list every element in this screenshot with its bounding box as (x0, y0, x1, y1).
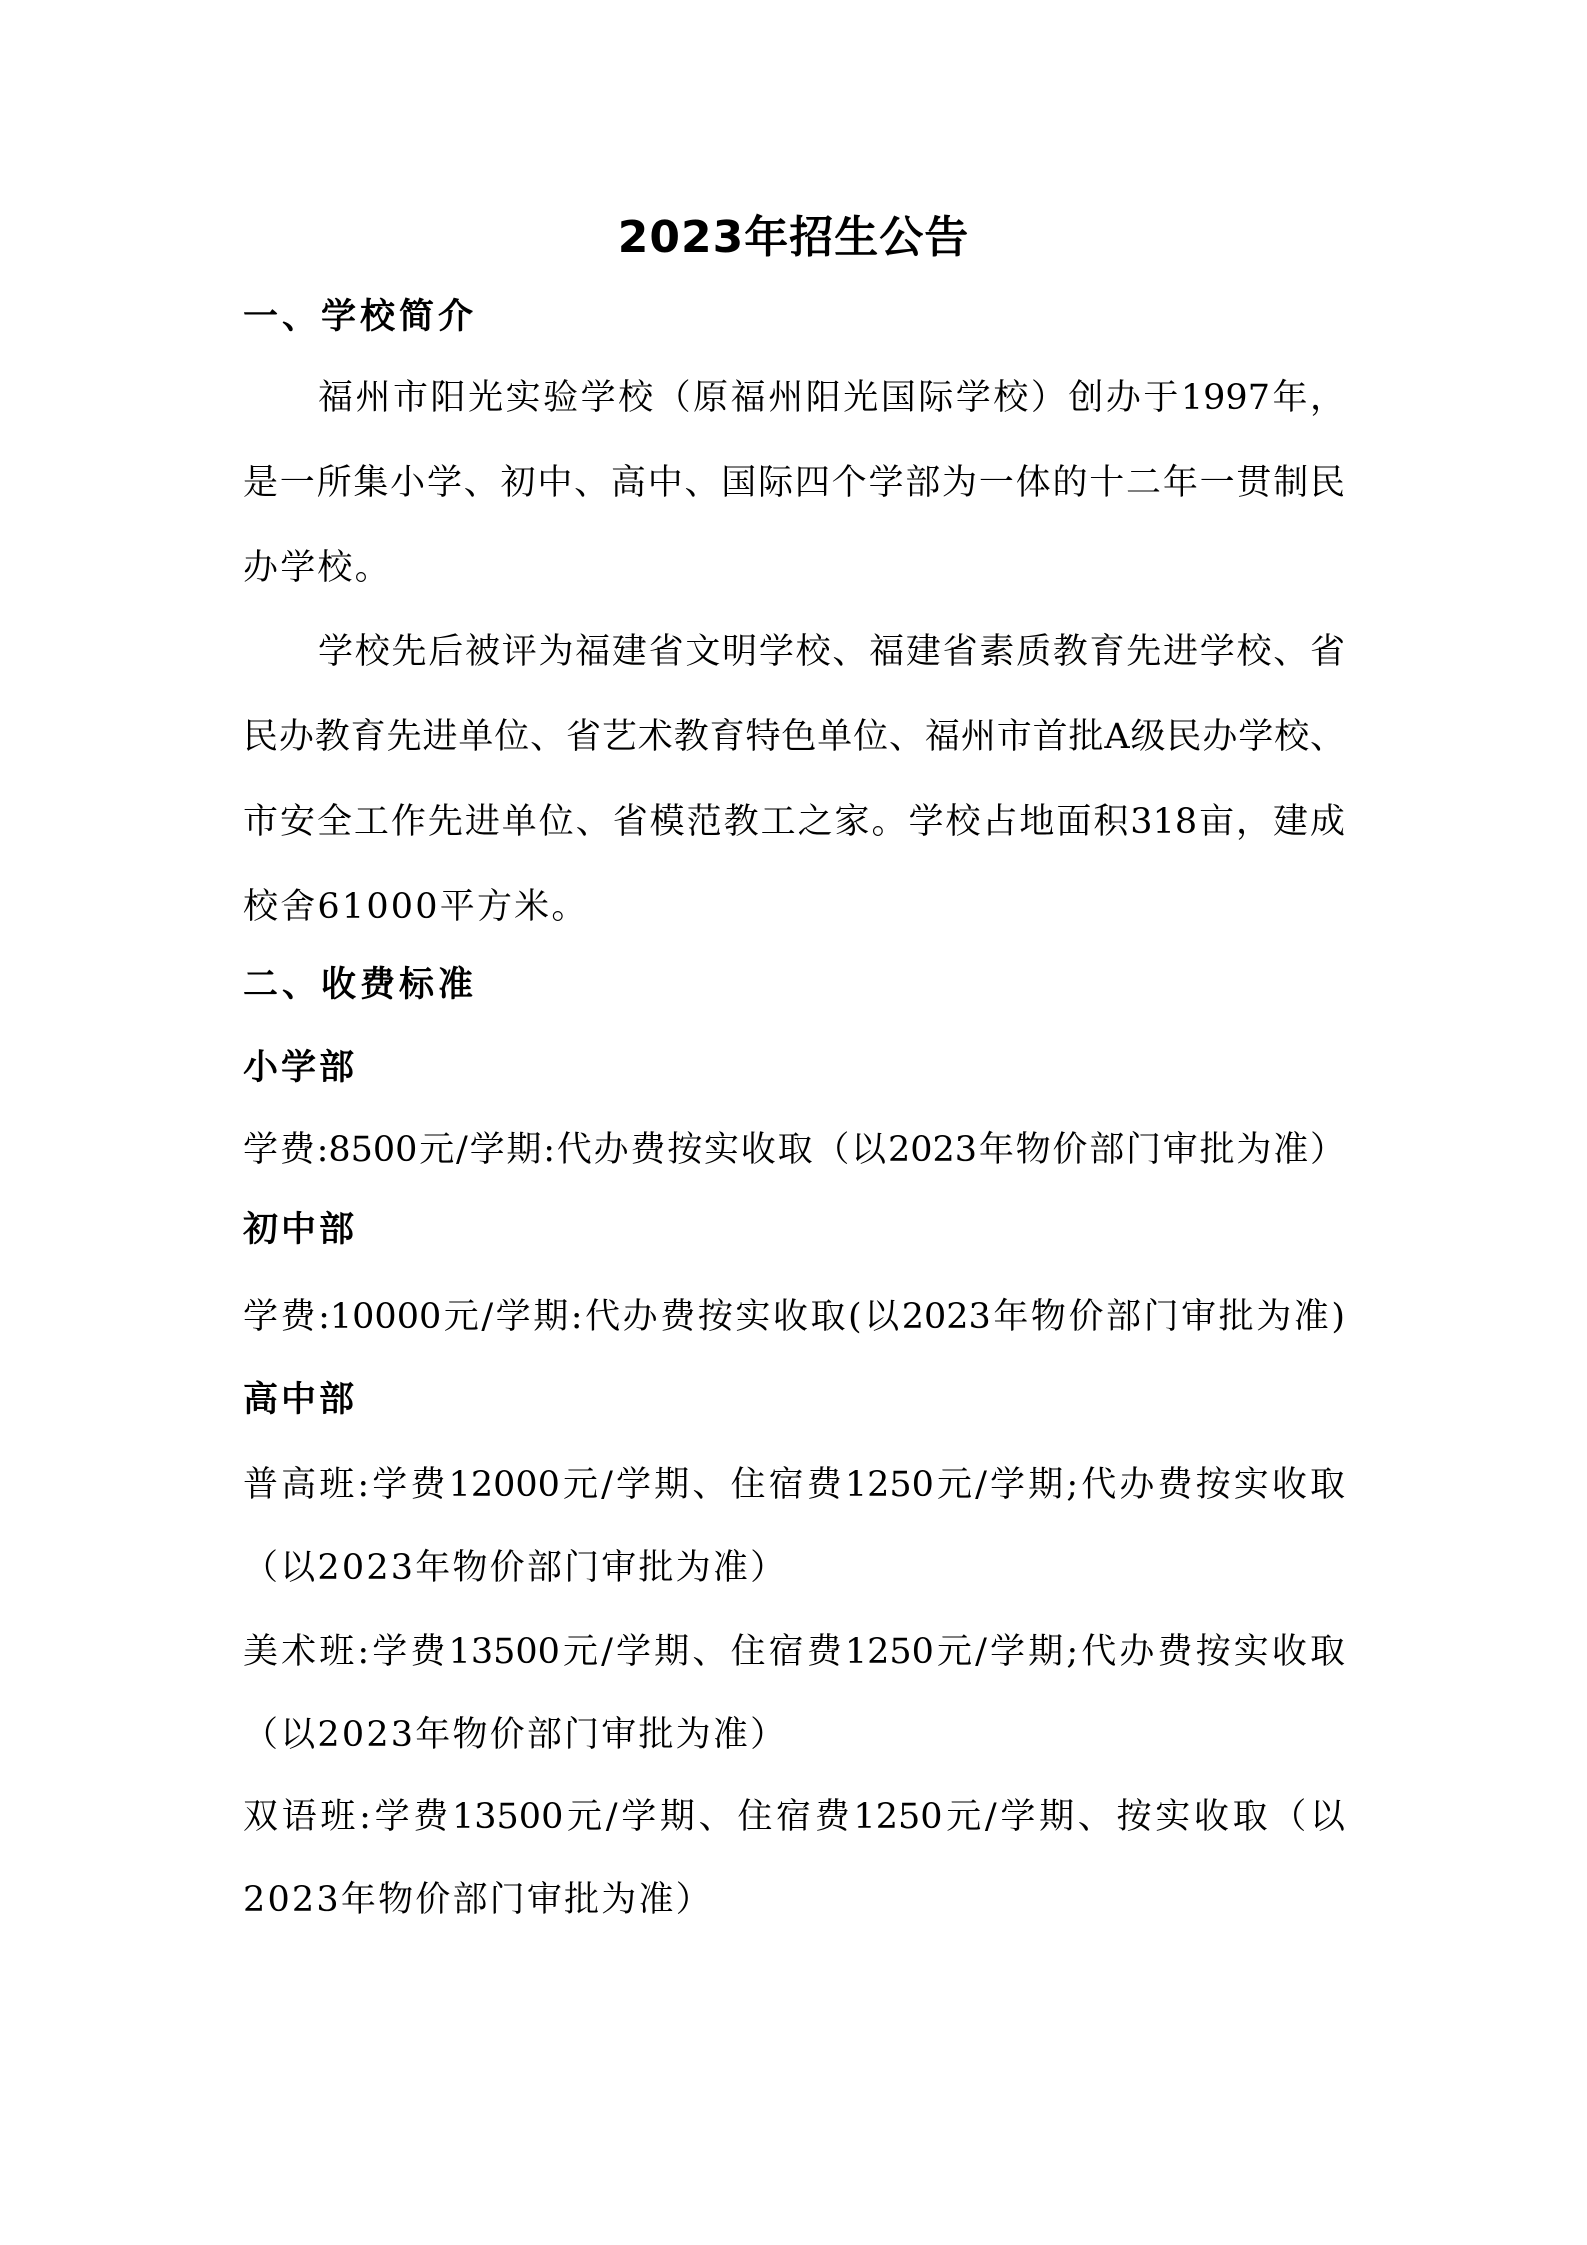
primary-school-fee: 学费:8500元/学期:代办费按实收取（以2023年物价部门审批为准） (243, 1130, 1345, 1170)
regular-class-fee-line-1: 普高班:学费12000元/学期、住宿费1250元/学期;代办费按实收取 (243, 1465, 1345, 1505)
intro-paragraph-1-line-2: 是一所集小学、初中、高中、国际四个学部为一体的十二年一贯制民 (243, 463, 1345, 503)
junior-school-label: 初中部 (243, 1210, 358, 1250)
section-heading-fees: 二、收费标准 (243, 965, 478, 1005)
art-class-fee-line-2: （以2023年物价部门审批为准） (243, 1715, 788, 1755)
intro-paragraph-2-line-3: 市安全工作先进单位、省模范教工之家。学校占地面积318亩，建成 (243, 802, 1345, 842)
regular-class-fee-line-2: （以2023年物价部门审批为准） (243, 1548, 788, 1588)
intro-paragraph-2-line-1: 学校先后被评为福建省文明学校、福建省素质教育先进学校、省 (318, 632, 1345, 672)
section-heading-school-intro: 一、学校简介 (243, 297, 478, 337)
intro-paragraph-1-line-3: 办学校。 (243, 548, 392, 588)
bilingual-class-fee-line-2: 2023年物价部门审批为准） (243, 1880, 713, 1920)
bilingual-class-fee-line-1: 双语班:学费13500元/学期、住宿费1250元/学期、按实收取（以 (243, 1797, 1345, 1837)
document-title: 2023年招生公告 (617, 212, 970, 263)
senior-school-label: 高中部 (243, 1380, 358, 1420)
intro-paragraph-2-line-2: 民办教育先进单位、省艺术教育特色单位、福州市首批A级民办学校、 (243, 717, 1345, 757)
art-class-fee-line-1: 美术班:学费13500元/学期、住宿费1250元/学期;代办费按实收取 (243, 1632, 1345, 1672)
primary-school-label: 小学部 (243, 1048, 358, 1088)
intro-paragraph-1-line-1: 福州市阳光实验学校（原福州阳光国际学校）创办于1997年， (318, 378, 1345, 418)
junior-school-fee: 学费:10000元/学期:代办费按实收取(以2023年物价部门审批为准) (243, 1297, 1345, 1337)
intro-paragraph-2-line-4: 校舍61000平方米。 (243, 887, 589, 927)
